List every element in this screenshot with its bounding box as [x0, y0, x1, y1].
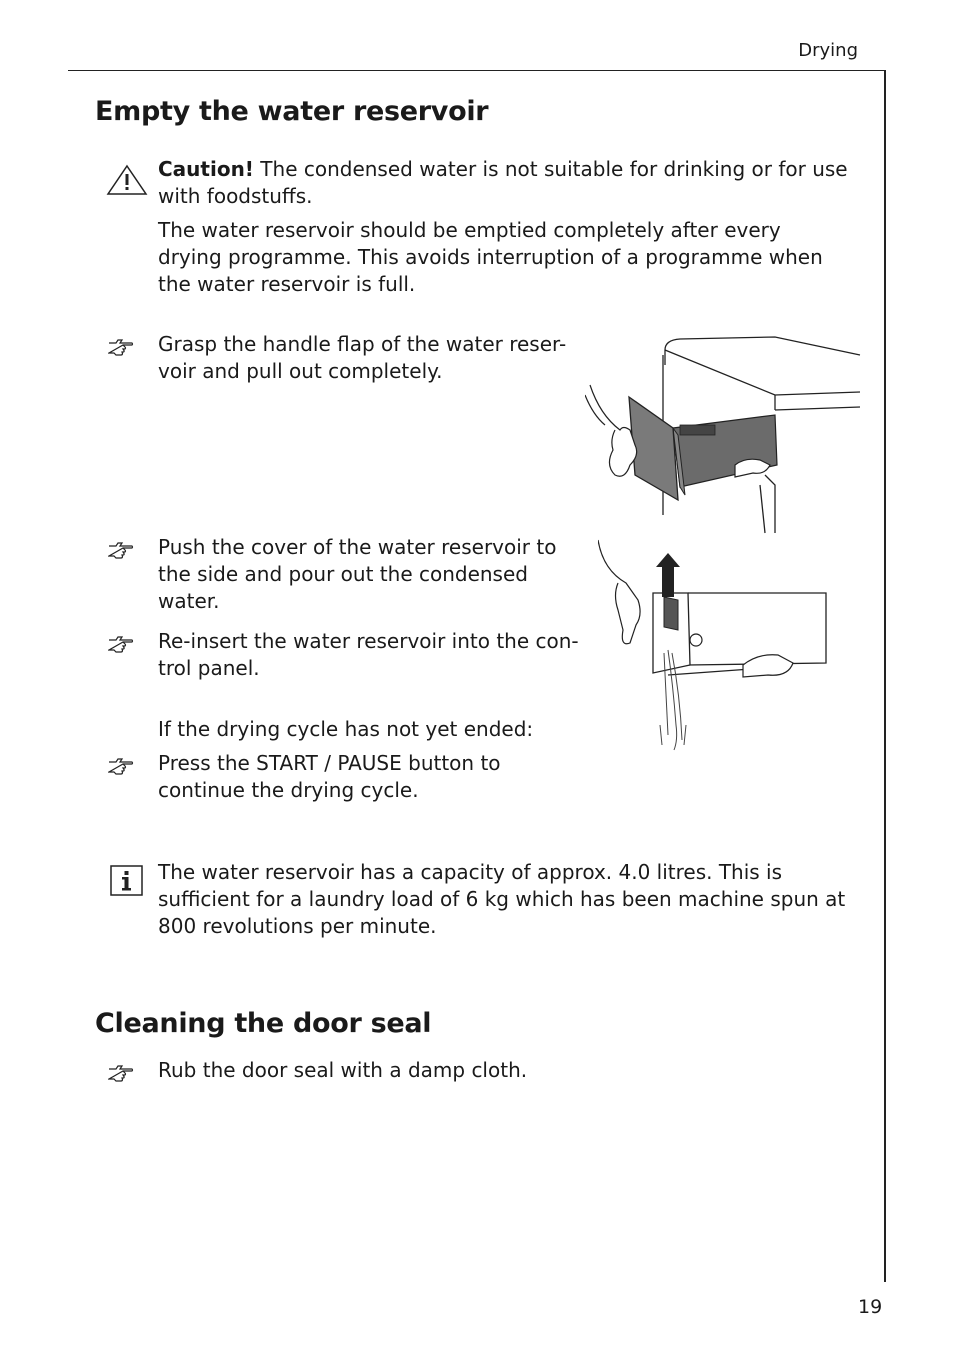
warning-triangle-icon [106, 164, 148, 196]
condition-text: If the drying cycle has not yet ended: [158, 717, 534, 741]
caution-text: The condensed water is not suitable for drinking or for use with foodstuffs. [158, 157, 848, 208]
step-3-text: Re-insert the water reservoir into the con-trol panel. [158, 629, 579, 680]
running-header: Drying [798, 40, 858, 61]
caution-paragraph [158, 156, 848, 210]
pointing-hand-icon [108, 635, 134, 653]
pointing-hand-icon [108, 338, 134, 356]
info-text: The water reservoir has a capacity of approx. 4.0 litres. This is sufficient for a laundry load of 6 kg which has been machine spun at 800 revolutions per minute. [158, 860, 846, 938]
pointing-hand-icon [108, 541, 134, 559]
intro-paragraph: The water reservoir should be emptied completely after every drying programme. This avoids interruption of a programme when the water reservoir is full. [158, 218, 823, 296]
section-title-door-seal: Cleaning the door seal [95, 1008, 432, 1039]
section-title-empty-reservoir: Empty the water reservoir [95, 96, 489, 127]
info-icon [110, 865, 143, 896]
reservoir-pull-out-illustration [585, 335, 865, 535]
header-rule [68, 70, 885, 71]
page-number: 19 [858, 1296, 883, 1318]
step-1-text: Grasp the handle flap of the water reser-voir and pull out completely. [158, 332, 567, 383]
pointing-hand-icon [108, 1064, 134, 1082]
door-seal-step-text: Rub the door seal with a damp cloth. [158, 1058, 528, 1082]
reservoir-pour-out-illustration [598, 535, 833, 760]
margin-rule [884, 70, 886, 1282]
final-step-text: Press the START / PAUSE button to continue the drying cycle. [158, 751, 501, 802]
step-2-text: Push the cover of the water reservoir to the side and pour out the condensed water. [158, 535, 557, 613]
pointing-hand-icon [108, 757, 134, 775]
caution-label: Caution! [158, 157, 254, 181]
